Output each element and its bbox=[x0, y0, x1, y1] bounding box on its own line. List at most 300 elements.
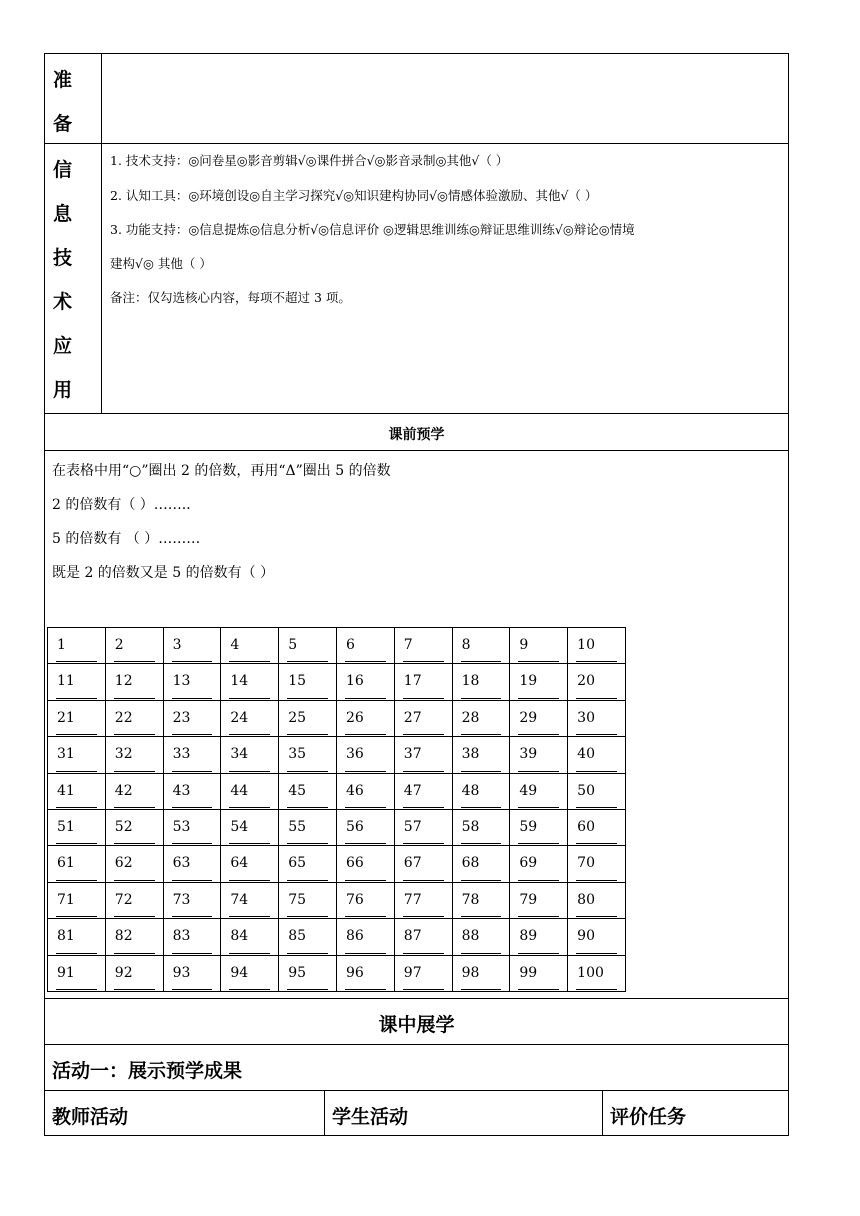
grid-cell-number: 28 bbox=[461, 709, 480, 726]
answer-underline bbox=[56, 843, 97, 844]
answer-underline bbox=[518, 771, 559, 772]
grid-cell bbox=[568, 628, 626, 664]
answer-underline bbox=[114, 734, 155, 735]
it-label-char: 信 bbox=[53, 159, 73, 181]
answer-underline bbox=[576, 661, 617, 662]
grid-cell bbox=[336, 773, 394, 809]
answer-underline bbox=[229, 807, 270, 808]
answer-underline bbox=[114, 989, 155, 990]
grid-cell-number: 80 bbox=[577, 891, 595, 908]
grid-cell bbox=[279, 737, 337, 773]
grid-cell-number: 7 bbox=[403, 637, 413, 653]
grid-cell-number: 38 bbox=[461, 746, 480, 763]
answer-underline bbox=[56, 734, 97, 735]
grid-cell-number: 37 bbox=[403, 746, 422, 763]
grid-cell-number: 60 bbox=[577, 818, 595, 835]
answer-underline bbox=[229, 916, 270, 917]
answer-underline bbox=[114, 698, 155, 699]
grid-cell bbox=[279, 628, 337, 664]
answer-underline bbox=[518, 734, 559, 735]
grid-cell-number: 41 bbox=[57, 782, 75, 799]
grid-cell bbox=[452, 955, 510, 991]
grid-cell-number: 99 bbox=[519, 964, 538, 981]
grid-cell bbox=[221, 846, 279, 882]
answer-underline bbox=[345, 880, 386, 881]
answer-underline bbox=[56, 880, 97, 881]
answer-underline bbox=[345, 807, 386, 808]
grid-cell-number: 34 bbox=[230, 746, 249, 763]
column-divider bbox=[101, 53, 102, 413]
grid-cell bbox=[48, 882, 106, 918]
inclass-section-title: 课中展学 bbox=[378, 1014, 455, 1036]
grid-cell bbox=[105, 846, 163, 882]
grid-cell bbox=[163, 846, 221, 882]
grid-cell-number: 85 bbox=[288, 928, 307, 945]
grid-cell bbox=[336, 919, 394, 955]
grid-cell-number: 84 bbox=[230, 928, 249, 945]
grid-cell-number: 20 bbox=[577, 673, 595, 690]
grid-cell-number: 100 bbox=[577, 964, 604, 981]
it-label-char: 应 bbox=[53, 335, 73, 357]
grid-cell bbox=[452, 919, 510, 955]
grid-cell bbox=[568, 664, 626, 700]
answer-underline bbox=[172, 953, 213, 954]
grid-cell bbox=[568, 700, 626, 736]
answer-underline bbox=[345, 953, 386, 954]
grid-cell bbox=[221, 700, 279, 736]
answer-underline bbox=[576, 734, 617, 735]
answer-underline bbox=[461, 698, 502, 699]
grid-cell-number: 2 bbox=[114, 637, 124, 653]
grid-cell-number: 47 bbox=[403, 782, 422, 799]
grid-cell bbox=[394, 700, 452, 736]
grid-cell-number: 53 bbox=[172, 818, 191, 835]
grid-row bbox=[48, 773, 626, 809]
answer-underline bbox=[461, 661, 502, 662]
grid-cell-number: 82 bbox=[114, 928, 133, 945]
answer-underline bbox=[114, 916, 155, 917]
grid-cell bbox=[336, 955, 394, 991]
grid-cell bbox=[163, 809, 221, 845]
grid-cell-number: 72 bbox=[114, 891, 133, 908]
answer-underline bbox=[403, 807, 444, 808]
grid-cell-number: 62 bbox=[114, 855, 133, 872]
answer-underline bbox=[345, 698, 386, 699]
answer-underline bbox=[114, 953, 155, 954]
grid-row bbox=[48, 846, 626, 882]
grid-cell-number: 22 bbox=[114, 709, 133, 726]
grid-cell bbox=[105, 700, 163, 736]
grid-cell bbox=[510, 737, 568, 773]
grid-cell bbox=[336, 664, 394, 700]
it-label-char: 术 bbox=[53, 291, 73, 313]
student-activity-header: 学生活动 bbox=[332, 1106, 409, 1128]
grid-cell-number: 69 bbox=[519, 855, 538, 872]
grid-cell bbox=[510, 846, 568, 882]
grid-cell bbox=[510, 664, 568, 700]
grid-cell bbox=[163, 955, 221, 991]
grid-cell-number: 96 bbox=[345, 964, 364, 981]
answer-underline bbox=[172, 843, 213, 844]
answer-underline bbox=[461, 989, 502, 990]
grid-cell bbox=[221, 773, 279, 809]
grid-cell bbox=[48, 846, 106, 882]
grid-cell-number: 19 bbox=[519, 673, 538, 690]
grid-cell bbox=[510, 882, 568, 918]
grid-cell bbox=[336, 846, 394, 882]
grid-cell-number: 90 bbox=[577, 928, 595, 945]
answer-underline bbox=[518, 989, 559, 990]
grid-cell bbox=[48, 700, 106, 736]
grid-cell bbox=[394, 955, 452, 991]
answer-underline bbox=[287, 989, 328, 990]
grid-cell-number: 79 bbox=[519, 891, 538, 908]
answer-underline bbox=[518, 661, 559, 662]
preview-instruction: 在表格中用“○”圈出 2 的倍数，再用“Δ”圈出 5 的倍数 bbox=[52, 463, 391, 479]
answer-underline bbox=[229, 734, 270, 735]
grid-cell bbox=[279, 955, 337, 991]
answer-underline bbox=[518, 843, 559, 844]
grid-cell bbox=[105, 919, 163, 955]
grid-cell bbox=[163, 919, 221, 955]
grid-cell-number: 83 bbox=[172, 928, 191, 945]
grid-cell-number: 64 bbox=[230, 855, 249, 872]
grid-cell bbox=[221, 809, 279, 845]
grid-cell-number: 50 bbox=[577, 782, 595, 799]
grid-cell bbox=[105, 773, 163, 809]
grid-cell-number: 14 bbox=[230, 673, 249, 690]
grid-cell bbox=[394, 737, 452, 773]
answer-underline bbox=[345, 771, 386, 772]
grid-cell-number: 95 bbox=[288, 964, 307, 981]
answer-underline bbox=[461, 771, 502, 772]
answer-underline bbox=[172, 880, 213, 881]
grid-cell-number: 40 bbox=[577, 746, 595, 763]
grid-cell bbox=[510, 955, 568, 991]
answer-underline bbox=[56, 698, 97, 699]
row-divider bbox=[44, 413, 789, 414]
grid-cell bbox=[336, 809, 394, 845]
answer-underline bbox=[114, 807, 155, 808]
answer-underline bbox=[461, 807, 502, 808]
answer-underline bbox=[461, 734, 502, 735]
answer-underline bbox=[229, 953, 270, 954]
grid-cell bbox=[568, 737, 626, 773]
grid-row bbox=[48, 882, 626, 918]
answer-underline bbox=[172, 661, 213, 662]
grid-cell bbox=[163, 773, 221, 809]
grid-cell-number: 81 bbox=[57, 928, 75, 945]
grid-cell-number: 29 bbox=[519, 709, 538, 726]
grid-row bbox=[48, 664, 626, 700]
grid-cell-number: 11 bbox=[57, 673, 75, 690]
grid-cell bbox=[48, 628, 106, 664]
grid-row bbox=[48, 955, 626, 991]
answer-underline bbox=[576, 843, 617, 844]
grid-cell-number: 98 bbox=[461, 964, 480, 981]
grid-cell bbox=[163, 882, 221, 918]
grid-cell bbox=[105, 737, 163, 773]
grid-row bbox=[48, 700, 626, 736]
grid-cell-number: 67 bbox=[403, 855, 422, 872]
row-divider bbox=[44, 1044, 789, 1045]
answer-underline bbox=[345, 916, 386, 917]
answer-underline bbox=[172, 807, 213, 808]
it-label-char: 用 bbox=[53, 379, 73, 401]
grid-cell-number: 65 bbox=[288, 855, 307, 872]
grid-cell-number: 5 bbox=[288, 637, 298, 653]
answer-underline bbox=[576, 698, 617, 699]
grid-cell-number: 49 bbox=[519, 782, 538, 799]
grid-cell bbox=[336, 737, 394, 773]
grid-cell bbox=[163, 664, 221, 700]
answer-underline bbox=[287, 953, 328, 954]
answer-underline bbox=[56, 661, 97, 662]
grid-cell-number: 1 bbox=[57, 637, 66, 653]
grid-row bbox=[48, 919, 626, 955]
grid-cell bbox=[394, 773, 452, 809]
grid-cell-number: 31 bbox=[57, 746, 75, 763]
answer-underline bbox=[172, 989, 213, 990]
grid-cell-number: 52 bbox=[114, 818, 133, 835]
grid-cell bbox=[568, 773, 626, 809]
grid-cell-number: 3 bbox=[172, 637, 182, 653]
grid-cell bbox=[48, 955, 106, 991]
answer-underline bbox=[518, 698, 559, 699]
answer-underline bbox=[345, 843, 386, 844]
grid-cell-number: 51 bbox=[57, 818, 75, 835]
grid-cell bbox=[279, 664, 337, 700]
answer-underline bbox=[518, 807, 559, 808]
grid-cell bbox=[221, 628, 279, 664]
answer-underline bbox=[461, 916, 502, 917]
answer-underline bbox=[287, 843, 328, 844]
answer-underline bbox=[345, 734, 386, 735]
grid-cell bbox=[510, 809, 568, 845]
grid-cell-number: 75 bbox=[288, 891, 307, 908]
grid-cell-number: 48 bbox=[461, 782, 480, 799]
grid-cell-number: 10 bbox=[577, 637, 595, 653]
grid-cell-number: 71 bbox=[57, 891, 75, 908]
grid-cell-number: 46 bbox=[345, 782, 364, 799]
answer-underline bbox=[403, 771, 444, 772]
answer-underline bbox=[345, 661, 386, 662]
grid-cell bbox=[394, 919, 452, 955]
grid-cell-number: 68 bbox=[461, 855, 480, 872]
tech-support-line: 1. 技术支持：◎问卷星◎影音剪辑√◎课件拼合√◎影音录制◎其他√（ ） bbox=[110, 153, 509, 168]
grid-cell bbox=[221, 955, 279, 991]
grid-cell bbox=[279, 809, 337, 845]
grid-cell bbox=[452, 809, 510, 845]
row-divider bbox=[44, 1090, 789, 1091]
grid-cell-number: 97 bbox=[403, 964, 422, 981]
answer-underline bbox=[56, 771, 97, 772]
row-divider bbox=[44, 450, 789, 451]
evaluation-task-header: 评价任务 bbox=[610, 1106, 687, 1128]
remark-line: 备注：仅勾选核心内容，每项不超过 3 项。 bbox=[110, 290, 351, 305]
grid-cell-number: 27 bbox=[403, 709, 422, 726]
answer-underline bbox=[403, 916, 444, 917]
grid-cell-number: 89 bbox=[519, 928, 538, 945]
grid-cell bbox=[568, 846, 626, 882]
grid-cell-number: 12 bbox=[114, 673, 133, 690]
answer-underline bbox=[403, 661, 444, 662]
answer-underline bbox=[172, 771, 213, 772]
grid-row bbox=[48, 809, 626, 845]
answer-underline bbox=[461, 880, 502, 881]
grid-cell bbox=[48, 737, 106, 773]
grid-cell-number: 54 bbox=[230, 818, 249, 835]
answer-underline bbox=[229, 771, 270, 772]
grid-cell-number: 15 bbox=[288, 673, 307, 690]
number-grid bbox=[47, 627, 626, 992]
grid-cell bbox=[336, 882, 394, 918]
grid-cell bbox=[568, 809, 626, 845]
grid-cell bbox=[279, 882, 337, 918]
prep-label-char: 备 bbox=[53, 113, 73, 135]
answer-underline bbox=[518, 953, 559, 954]
answer-underline bbox=[229, 843, 270, 844]
grid-cell-number: 66 bbox=[345, 855, 364, 872]
grid-cell-number: 6 bbox=[345, 637, 355, 653]
row-divider bbox=[44, 998, 789, 999]
grid-cell bbox=[568, 882, 626, 918]
prep-label-char: 准 bbox=[53, 69, 73, 91]
grid-cell bbox=[163, 737, 221, 773]
grid-cell bbox=[48, 919, 106, 955]
answer-underline bbox=[56, 953, 97, 954]
grid-cell-number: 59 bbox=[519, 818, 538, 835]
grid-row bbox=[48, 737, 626, 773]
grid-cell bbox=[105, 809, 163, 845]
answer-underline bbox=[114, 843, 155, 844]
grid-cell-number: 32 bbox=[114, 746, 133, 763]
grid-cell-number: 13 bbox=[172, 673, 191, 690]
grid-cell-number: 73 bbox=[172, 891, 191, 908]
grid-cell bbox=[510, 628, 568, 664]
grid-cell-number: 16 bbox=[345, 673, 364, 690]
grid-cell bbox=[452, 700, 510, 736]
grid-cell bbox=[279, 773, 337, 809]
grid-cell-number: 39 bbox=[519, 746, 538, 763]
column-divider bbox=[602, 1090, 603, 1136]
answer-underline bbox=[287, 916, 328, 917]
answer-underline bbox=[56, 807, 97, 808]
teacher-activity-header: 教师活动 bbox=[52, 1106, 129, 1128]
answer-underline bbox=[287, 698, 328, 699]
answer-underline bbox=[403, 989, 444, 990]
preview-section-title: 课前预学 bbox=[388, 427, 445, 443]
grid-cell-number: 18 bbox=[461, 673, 480, 690]
grid-cell bbox=[221, 882, 279, 918]
grid-cell bbox=[221, 737, 279, 773]
grid-cell-number: 78 bbox=[461, 891, 480, 908]
grid-cell-number: 63 bbox=[172, 855, 191, 872]
grid-cell-number: 57 bbox=[403, 818, 422, 835]
grid-cell bbox=[336, 700, 394, 736]
multiples-of-2-line: 2 的倍数有（ ）…….． bbox=[52, 497, 201, 513]
grid-cell-number: 61 bbox=[57, 855, 75, 872]
answer-underline bbox=[518, 880, 559, 881]
grid-cell-number: 42 bbox=[114, 782, 133, 799]
answer-underline bbox=[172, 698, 213, 699]
grid-cell-number: 23 bbox=[172, 709, 191, 726]
answer-underline bbox=[403, 953, 444, 954]
grid-cell bbox=[105, 628, 163, 664]
answer-underline bbox=[287, 880, 328, 881]
answer-underline bbox=[287, 771, 328, 772]
row-divider bbox=[44, 143, 789, 144]
answer-underline bbox=[56, 989, 97, 990]
multiples-of-5-line: 5 的倍数有 （ ）……… bbox=[52, 531, 201, 547]
grid-cell bbox=[48, 773, 106, 809]
answer-underline bbox=[229, 880, 270, 881]
grid-cell-number: 88 bbox=[461, 928, 480, 945]
grid-cell-number: 87 bbox=[403, 928, 422, 945]
grid-cell bbox=[510, 773, 568, 809]
answer-underline bbox=[576, 771, 617, 772]
grid-cell bbox=[394, 846, 452, 882]
function-support-line-cont: 建构√◎ 其他（ ） bbox=[110, 256, 212, 271]
grid-cell-number: 36 bbox=[345, 746, 364, 763]
grid-cell bbox=[48, 809, 106, 845]
answer-underline bbox=[576, 989, 617, 990]
it-label-char: 技 bbox=[53, 247, 73, 269]
answer-underline bbox=[461, 953, 502, 954]
answer-underline bbox=[518, 916, 559, 917]
grid-cell-number: 76 bbox=[345, 891, 364, 908]
grid-cell-number: 91 bbox=[57, 964, 75, 981]
grid-cell-number: 55 bbox=[288, 818, 307, 835]
grid-cell-number: 35 bbox=[288, 746, 307, 763]
grid-cell bbox=[452, 882, 510, 918]
answer-underline bbox=[403, 843, 444, 844]
grid-cell-number: 94 bbox=[230, 964, 249, 981]
answer-underline bbox=[229, 989, 270, 990]
grid-cell bbox=[394, 882, 452, 918]
grid-cell-number: 24 bbox=[230, 709, 249, 726]
grid-cell-number: 74 bbox=[230, 891, 249, 908]
grid-cell bbox=[163, 700, 221, 736]
function-support-line: 3. 功能支持：◎信息提炼◎信息分析√◎信息评价 ◎逻辑思维训练◎辩证思维训练√◎辩论◎情境 bbox=[110, 222, 635, 237]
answer-underline bbox=[114, 880, 155, 881]
grid-cell-number: 93 bbox=[172, 964, 191, 981]
grid-cell bbox=[452, 628, 510, 664]
grid-cell bbox=[452, 773, 510, 809]
grid-cell bbox=[105, 664, 163, 700]
answer-underline bbox=[172, 916, 213, 917]
grid-cell-number: 21 bbox=[57, 709, 75, 726]
grid-cell-number: 56 bbox=[345, 818, 364, 835]
grid-cell bbox=[279, 846, 337, 882]
answer-underline bbox=[172, 734, 213, 735]
answer-underline bbox=[114, 661, 155, 662]
answer-underline bbox=[576, 953, 617, 954]
answer-underline bbox=[287, 807, 328, 808]
grid-cell bbox=[163, 628, 221, 664]
answer-underline bbox=[229, 661, 270, 662]
grid-cell bbox=[452, 737, 510, 773]
grid-cell-number: 43 bbox=[172, 782, 191, 799]
grid-cell-number: 58 bbox=[461, 818, 480, 835]
grid-cell-number: 92 bbox=[114, 964, 133, 981]
grid-cell-number: 70 bbox=[577, 855, 595, 872]
grid-row bbox=[48, 628, 626, 664]
grid-cell-number: 9 bbox=[519, 637, 529, 653]
answer-underline bbox=[403, 880, 444, 881]
grid-cell-number: 8 bbox=[461, 637, 471, 653]
grid-cell-number: 25 bbox=[288, 709, 307, 726]
